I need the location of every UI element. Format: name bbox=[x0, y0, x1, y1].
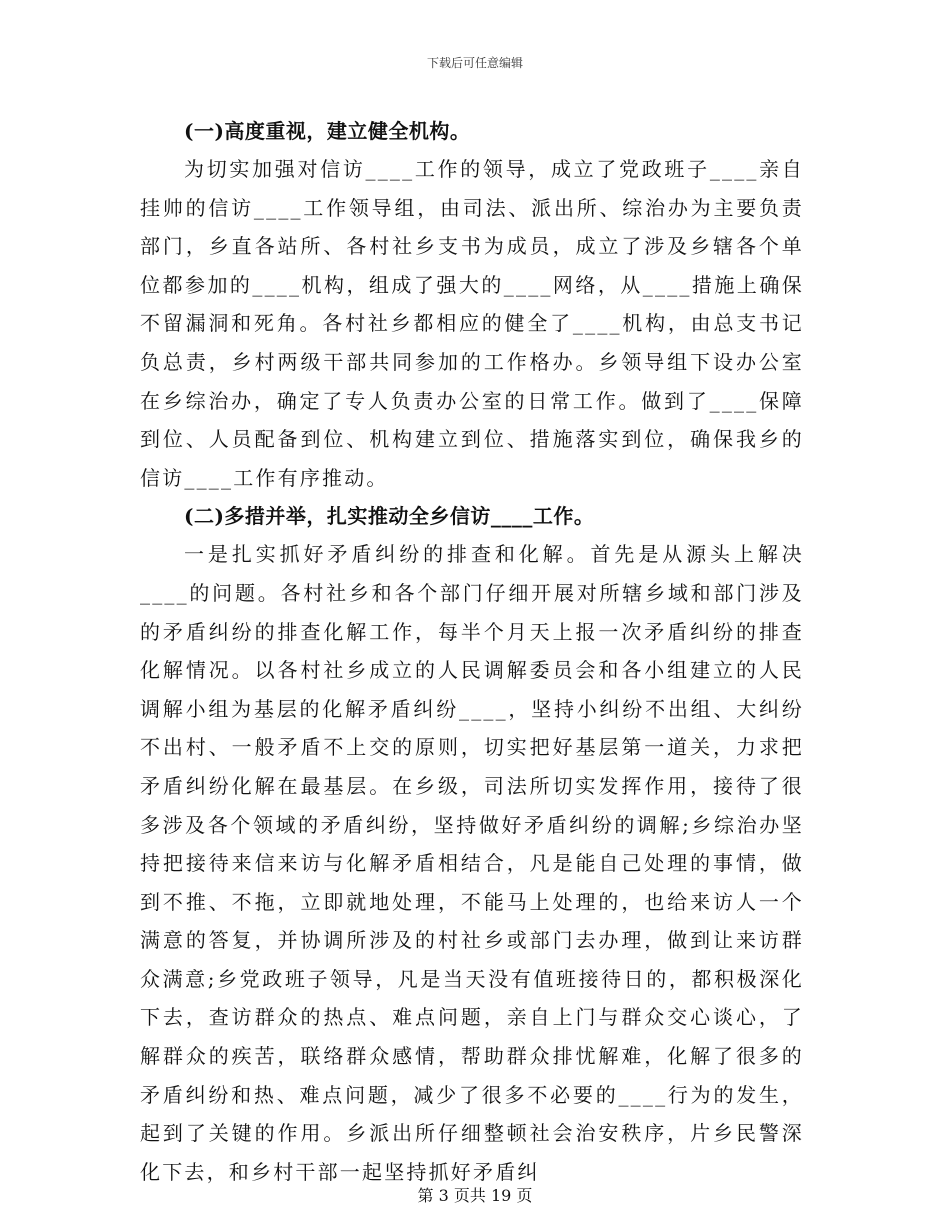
section-paragraph-1: 为切实加强对信访____工作的领导，成立了党政班子____亲自挂帅的信访____工作领导组，由司法、派出所、综治办为主要负责部门，乡直各站所、各村社乡支书为成员，成立了涉及乡辖各个单位都参加的____机构，组成了强大的____网络，从____措施上确保不留漏洞和死角。各村社乡都相应的健全了____机构，由总支书记负总责，乡村两级干部共同参加的工作格办。乡领导组下设办公室在乡综治办，确定了专人负责办公室的日常工作。做到了____保障到位、人员配备到位、机构建立到位、措施落实到位，确保我乡的信访____工作有序推动。 bbox=[140, 157, 804, 490]
document-body bbox=[140, 112, 804, 1191]
page-footer: 第 3 页共 19 页 bbox=[417, 1186, 533, 1205]
header-note: 下载后可任意编辑 bbox=[426, 56, 523, 70]
section-paragraph-2: 一是扎实抓好矛盾纠纷的排查和化解。首先是从源头上解决____的问题。各村社乡和各个部门仔细开展对所辖乡域和部门涉及的矛盾纠纷的排查化解工作，每半个月天上报一次矛盾纠纷的排查化解情况。以各村社乡成立的人民调解委员会和各小组建立的人民调解小组为基层的化解矛盾纠纷____，坚持小纠纷不出组、大纠纷不出村、一般矛盾不上交的原则，切实把好基层第一道关，力求把矛盾纠纷化解在最基层。在乡级，司法所切实发挥作用，接待了很多涉及各个领域的矛盾纠纷，坚持做好矛盾纠纷的调解;乡综治办坚持把接待来信来访与化解矛盾相结合，凡是能自己处理的事情，做到不推、不拖，立即就地处理，不能马上处理的，也给来访人一个满意的答复，并协调所涉及的村社乡或部门去办理，做到让来访群众满意;乡党政班子领导，凡是当天没有值班接待日的，都积极深化下去，查访群众的热点、难点问题，亲自上门与群众交心谈心，了解群众的疾苦，联络群众感情，帮助群众排忧解难，化解了很多的矛盾纠纷和热、难点问题，减少了很多不必要的____行为的发生，起到了关键的作用。乡派出所仔细整顿社会治安秩序，片乡民警深化下去，和乡村干部一起坚持抓好矛盾纠 bbox=[140, 542, 804, 1184]
section-heading-1: (一)高度重视，建立健全机构。 bbox=[184, 119, 471, 143]
section-heading-2: (二)多措并举，扎实推动全乡信访____工作。 bbox=[184, 504, 595, 529]
